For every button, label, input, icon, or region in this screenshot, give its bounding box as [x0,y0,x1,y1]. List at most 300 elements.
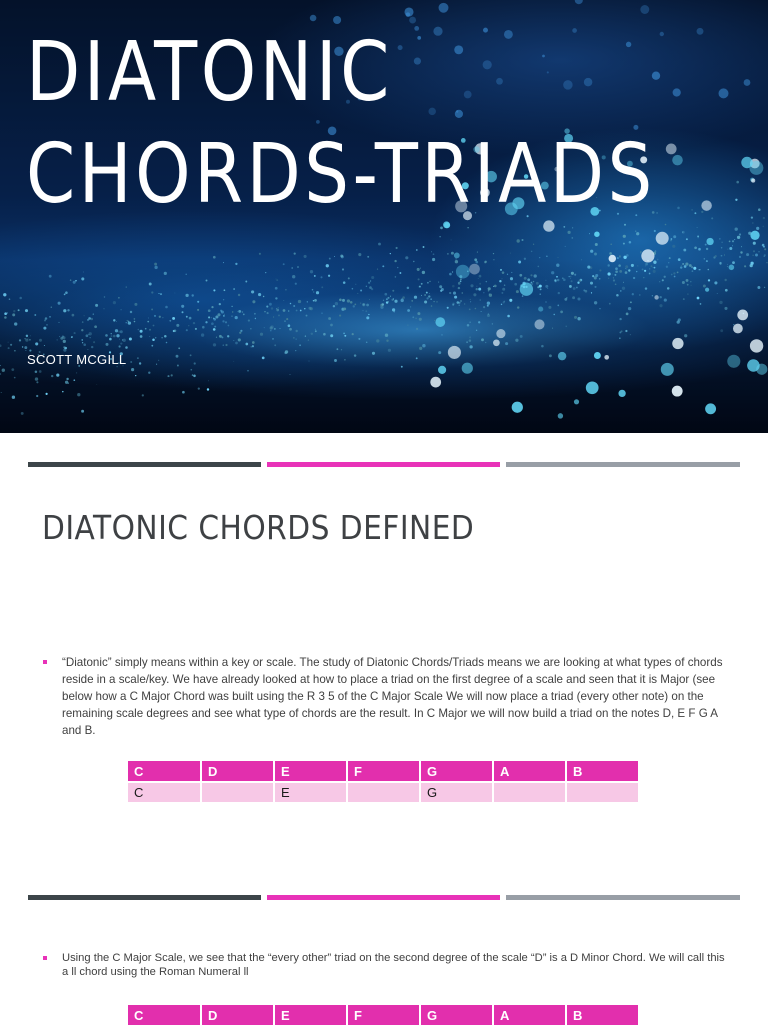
glitter-dot [208,309,211,312]
glitter-dot [755,254,758,257]
glitter-dot [211,306,213,308]
glitter-dot [476,288,478,290]
glitter-dot [245,343,248,346]
glitter-dot [417,312,420,315]
glitter-dot [82,342,83,343]
glitter-dot [704,258,705,259]
glitter-dot [510,277,513,280]
table-cell [201,782,274,803]
glitter-dot [339,315,341,317]
glitter-dot [401,366,403,368]
glitter-dot [12,313,15,316]
glitter-dot [616,271,618,273]
glitter-dot [545,285,548,288]
glitter-dot [119,345,121,347]
section-title: DIATONIC CHORDS DEFINED [42,508,475,547]
glitter-dot [656,212,658,214]
table-header-cell: G [420,761,493,782]
glitter-dot [82,321,84,323]
glitter-dot [350,301,353,304]
table-cell [493,782,566,803]
glitter-dot [252,341,255,344]
glitter-dot [447,253,449,255]
bokeh-circle [439,3,449,13]
glitter-dot [697,235,699,237]
glitter-dot [312,289,314,291]
glitter-dot [752,222,754,224]
glitter-dot [94,325,97,328]
glitter-dot [206,280,208,282]
glitter-dot [219,303,221,305]
glitter-dot [35,342,38,345]
glitter-dot [518,261,521,264]
glitter-dot [193,322,195,324]
glitter-dot [469,336,471,338]
glitter-dot [766,262,767,263]
glitter-dot [255,318,256,319]
bokeh-circle [462,363,473,374]
glitter-dot [86,334,89,337]
glitter-dot [617,257,619,259]
bokeh-circle [744,79,751,86]
glitter-dot [232,311,233,312]
glitter-dot [516,290,519,293]
glitter-dot [140,335,143,338]
glitter-dot [193,375,196,378]
glitter-dot [291,267,293,269]
glitter-dot [692,270,694,272]
glitter-dot [667,287,670,290]
glitter-dot [116,334,119,337]
glitter-dot [599,269,601,271]
glitter-dot [371,276,374,279]
glitter-dot [571,237,573,239]
glitter-dot [63,340,66,343]
glitter-dot [87,319,89,321]
glitter-dot [694,246,697,249]
glitter-dot [655,250,657,252]
glitter-dot [360,302,361,303]
glitter-dot [571,272,574,275]
glitter-dot [706,260,708,262]
glitter-dot [166,342,168,344]
glitter-dot [579,279,582,282]
glitter-dot [192,374,193,375]
glitter-dot [735,228,738,231]
glitter-dot [762,226,764,228]
glitter-dot [188,325,189,326]
glitter-dot [764,287,765,288]
glitter-dot [635,231,636,232]
glitter-dot [182,391,185,394]
glitter-dot [407,287,410,290]
bokeh-circle [538,307,543,312]
glitter-dot [574,274,576,276]
glitter-dot [503,301,505,303]
glitter-dot [724,279,726,281]
glitter-dot [134,318,136,320]
glitter-dot [649,273,651,275]
glitter-dot [12,396,15,399]
glitter-dot [440,290,442,292]
glitter-dot [335,302,338,305]
glitter-dot [216,337,217,338]
glitter-dot [481,338,484,341]
glitter-dot [633,277,635,279]
glitter-dot [636,232,639,235]
glitter-dot [149,336,150,337]
bokeh-circle [672,155,683,166]
glitter-dot [536,282,539,285]
glitter-dot [509,299,512,302]
glitter-dot [383,300,384,301]
glitter-dot [618,264,621,267]
glitter-dot [352,288,354,290]
glitter-dot [626,269,627,270]
glitter-dot [247,370,249,372]
glitter-dot [451,252,454,255]
glitter-dot [165,306,168,309]
glitter-dot [343,333,345,335]
glitter-dot [164,272,167,275]
glitter-dot [44,345,45,346]
glitter-dot [376,339,379,342]
glitter-dot [473,293,476,296]
glitter-dot [614,274,616,276]
bokeh-circle [558,352,566,360]
glitter-dot [485,342,486,343]
bokeh-circle [586,381,599,394]
bokeh-circle [705,288,709,292]
glitter-dot [274,344,276,346]
table-header-cell: D [201,761,274,782]
glitter-dot [515,339,518,342]
glitter-dot [211,317,212,318]
glitter-dot [683,249,686,252]
glitter-dot [632,293,634,295]
glitter-dot [8,342,9,343]
glitter-dot [642,268,644,270]
glitter-dot [621,330,623,332]
glitter-dot [481,311,482,312]
glitter-dot [424,294,426,296]
glitter-dot [620,290,622,292]
glitter-dot [264,311,265,312]
glitter-dot [434,320,435,321]
glitter-dot [477,252,478,253]
glitter-dot [460,278,462,280]
glitter-dot [56,374,59,377]
glitter-dot [572,227,573,228]
glitter-dot [36,395,38,397]
glitter-dot [148,372,150,374]
glitter-dot [126,322,127,323]
glitter-dot [2,369,5,372]
glitter-dot [51,306,52,307]
glitter-dot [424,300,427,303]
glitter-dot [469,345,472,348]
glitter-dot [266,306,268,308]
glitter-dot [154,315,156,317]
glitter-dot [13,310,15,312]
glitter-dot [213,343,216,346]
glitter-dot [231,315,233,317]
glitter-dot [347,299,350,302]
bokeh-circle [727,355,740,368]
glitter-dot [426,297,428,299]
glitter-dot [189,317,192,320]
glitter-dot [239,332,241,334]
glitter-dot [314,299,317,302]
glitter-dot [194,362,196,364]
glitter-dot [313,292,314,293]
glitter-dot [213,256,216,259]
glitter-dot [470,299,471,300]
glitter-dot [401,299,404,302]
glitter-dot [669,257,671,259]
glitter-dot [665,224,667,226]
glitter-dot [178,347,180,349]
glitter-dot [91,346,93,348]
glitter-dot [459,305,460,306]
glitter-dot [616,294,619,297]
glitter-dot [233,361,234,362]
glitter-dot [195,328,197,330]
glitter-dot [197,309,199,311]
glitter-dot [691,285,692,286]
glitter-dot [308,339,309,340]
glitter-dot [483,306,485,308]
glitter-dot [321,286,323,288]
glitter-dot [693,267,696,270]
glitter-dot [377,269,378,270]
glitter-dot [706,248,708,250]
glitter-dot [65,291,68,294]
glitter-dot [626,313,629,316]
glitter-dot [270,326,273,329]
glitter-dot [394,260,396,262]
glitter-dot [438,282,439,283]
glitter-dot [285,289,287,291]
glitter-dot [510,253,511,254]
glitter-dot [316,291,319,294]
glitter-dot [440,227,443,230]
glitter-dot [59,322,60,323]
glitter-dot [126,287,127,288]
glitter-dot [439,285,442,288]
glitter-dot [18,309,20,311]
bokeh-circle [750,339,763,352]
glitter-dot [680,266,682,268]
glitter-dot [668,262,669,263]
glitter-dot [729,247,732,250]
glitter-dot [10,344,12,346]
bokeh-circle [430,377,441,388]
divider-segment-dark [28,895,261,900]
glitter-dot [49,316,50,317]
glitter-dot [45,393,47,395]
glitter-dot [321,312,322,313]
glitter-dot [560,311,563,314]
section-divider-bottom [28,895,740,900]
glitter-dot [208,316,210,318]
table-header-row [128,1005,639,1026]
glitter-dot [81,329,83,331]
glitter-dot [1,392,2,393]
glitter-dot [659,281,660,282]
glitter-dot [83,343,86,346]
glitter-dot [727,249,728,250]
glitter-dot [664,299,667,302]
glitter-dot [521,239,523,241]
glitter-dot [554,279,556,281]
glitter-dot [750,262,753,265]
glitter-dot [557,305,559,307]
table-cell: G [420,782,493,803]
glitter-dot [269,303,272,306]
glitter-dot [161,337,162,338]
glitter-dot [96,384,97,385]
bokeh-circle [640,5,649,14]
glitter-dot [251,290,254,293]
glitter-dot [238,310,241,313]
glitter-dot [483,292,484,293]
glitter-dot [160,293,162,295]
glitter-dot [365,310,367,312]
glitter-dot [185,294,188,297]
glitter-dot [34,314,36,316]
glitter-dot [487,305,489,307]
glitter-dot [613,279,615,281]
glitter-dot [717,293,718,294]
glitter-dot [762,244,765,247]
glitter-dot [628,307,631,310]
glitter-dot [556,276,558,278]
glitter-dot [396,247,398,249]
glitter-dot [464,303,465,304]
glitter-dot [574,316,577,319]
glitter-dot [111,333,112,334]
glitter-dot [672,245,675,248]
glitter-dot [39,339,42,342]
glitter-dot [752,255,753,256]
glitter-dot [155,337,156,338]
glitter-dot [566,297,568,299]
glitter-dot [105,334,108,337]
bokeh-circle [697,28,704,35]
glitter-dot [76,372,77,373]
glitter-dot [0,365,1,366]
glitter-dot [505,342,508,345]
glitter-dot [360,290,362,292]
glitter-dot [263,296,264,297]
glitter-dot [310,307,313,310]
glitter-dot [489,294,490,295]
glitter-dot [387,301,388,302]
glitter-dot [341,255,344,258]
scale-notes-table-1 [128,761,640,804]
glitter-dot [417,268,420,271]
glitter-dot [290,374,291,375]
title-slide-hero [0,0,768,433]
glitter-dot [120,330,123,333]
glitter-dot [294,253,296,255]
glitter-dot [366,286,367,287]
glitter-dot [682,232,683,233]
glitter-dot [148,318,149,319]
glitter-dot [371,288,373,290]
glitter-dot [407,309,410,312]
bokeh-circle [749,161,763,175]
glitter-dot [25,309,28,312]
glitter-dot [732,261,735,264]
glitter-dot [764,248,766,250]
glitter-dot [595,243,598,246]
glitter-dot [436,301,437,302]
glitter-dot [113,335,116,338]
glitter-dot [81,410,84,413]
glitter-dot [128,321,131,324]
glitter-dot [84,315,85,316]
glitter-dot [283,263,285,265]
glitter-dot [227,335,229,337]
table-header-cell: B [566,761,639,782]
glitter-dot [476,286,477,287]
glitter-dot [421,295,422,296]
table-header-row [128,761,639,782]
glitter-dot [223,344,225,346]
glitter-dot [569,285,572,288]
glitter-dot [587,266,590,269]
glitter-dot [177,365,179,367]
glitter-dot [501,292,503,294]
glitter-dot [649,268,650,269]
glitter-dot [245,281,247,283]
glitter-dot [3,293,6,296]
bokeh-circle [438,366,446,374]
glitter-dot [589,233,590,234]
glitter-dot [237,311,238,312]
glitter-dot [30,336,31,337]
bokeh-circle [729,265,735,271]
glitter-dot [74,332,76,334]
glitter-dot [720,263,722,265]
glitter-dot [652,267,653,268]
glitter-dot [607,264,609,266]
glitter-dot [123,339,126,342]
glitter-dot [501,278,502,279]
glitter-dot [479,299,481,301]
glitter-dot [382,265,384,267]
glitter-dot [153,325,155,327]
glitter-dot [558,292,560,294]
glitter-dot [39,370,42,373]
bokeh-circle [751,179,755,183]
glitter-dot [367,256,369,258]
glitter-dot [423,246,425,248]
bokeh-circle [672,338,683,349]
paragraph-text: Using the C Major Scale, we see that the “every other” triad on the second degree of the scale “D” is a D Minor Chord. We will call this a ll chord using the Roman Numeral ll [62,952,725,978]
glitter-dot [353,305,355,307]
glitter-dot [691,266,693,268]
glitter-dot [276,309,279,312]
glitter-dot [366,304,369,307]
table-header-cell: B [566,1005,639,1026]
glitter-dot [619,270,622,273]
glitter-dot [539,257,540,258]
bokeh-circle [719,88,729,98]
bokeh-circle [750,231,759,240]
